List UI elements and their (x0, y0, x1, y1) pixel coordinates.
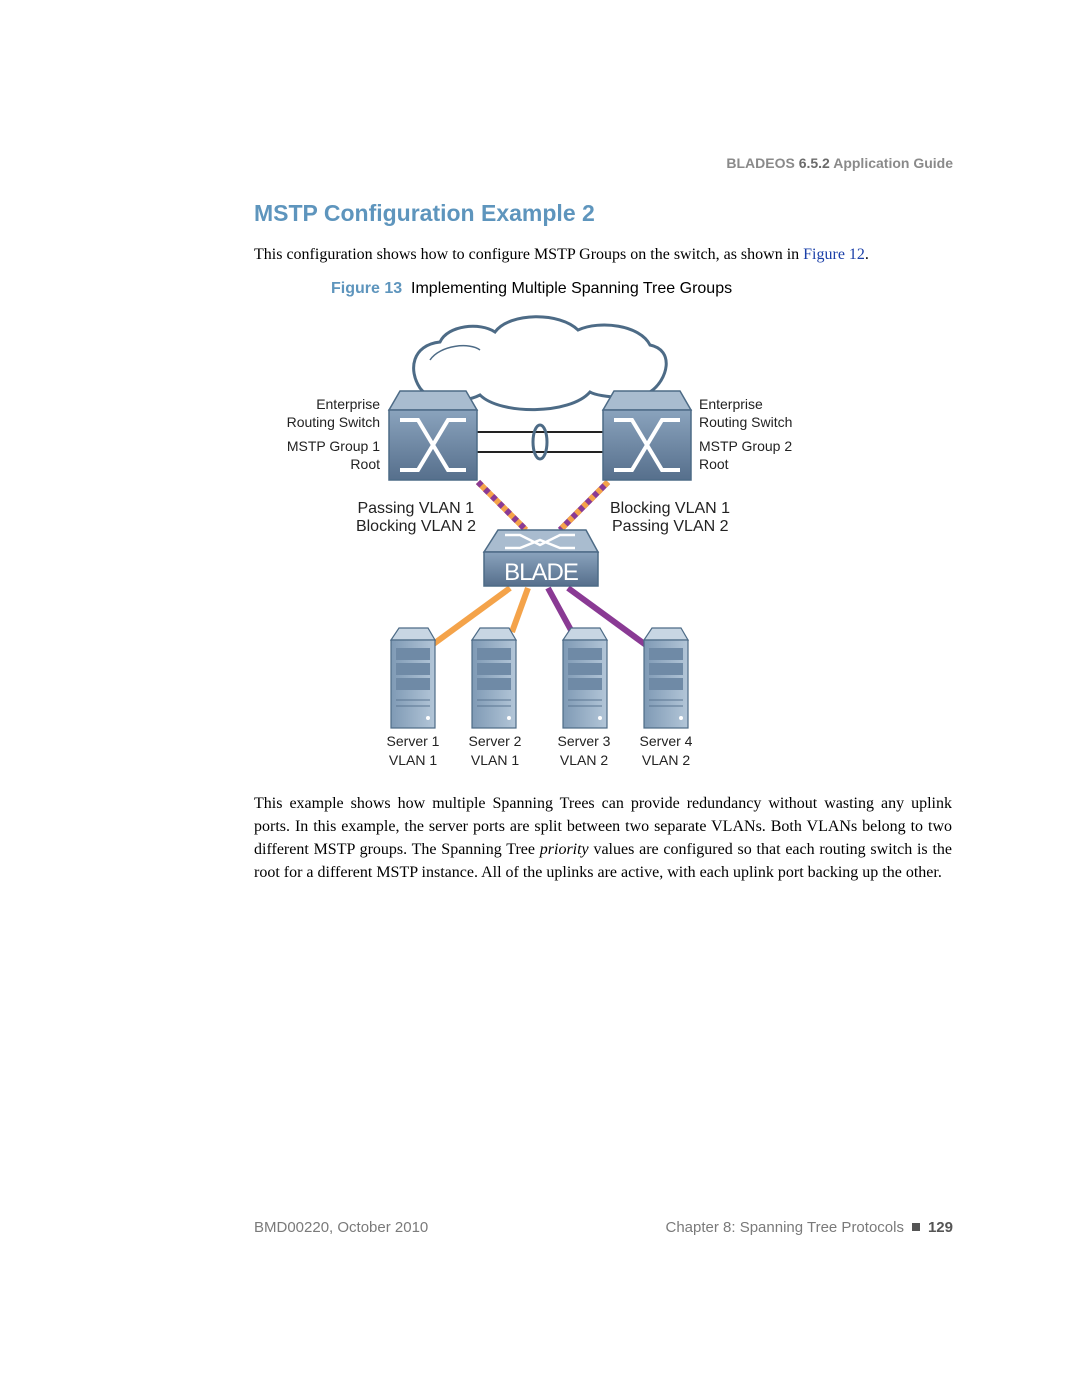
left-uplink-label-1: Passing VLAN 1 (357, 500, 474, 517)
server-icon (472, 628, 516, 728)
server-vlan-label: VLAN 2 (559, 752, 609, 768)
priority-term: priority (539, 841, 589, 858)
intro-paragraph: This configuration shows how to configure MSTP Groups on the switch, as shown in Figure 12. (254, 246, 869, 263)
server-vlan-label: VLAN 2 (641, 752, 691, 768)
server-vlan-label: VLAN 1 (470, 752, 520, 768)
server-icon (644, 628, 688, 728)
server-name-label: Server 3 (557, 733, 611, 749)
page-number: 129 (927, 1219, 953, 1236)
right-switch-label-4: Root (699, 456, 729, 472)
figure-number: Figure 13 (331, 280, 403, 297)
server-name-label: Server 4 (639, 733, 693, 749)
footer-chapter: Chapter 8: Spanning Tree Protocols 129 (665, 1219, 953, 1236)
figure-12-link[interactable]: Figure 12 (803, 246, 865, 263)
left-switch-label-3: MSTP Group 1 (286, 438, 380, 454)
trunk-group-icon (533, 425, 547, 459)
right-uplink-label-2: Passing VLAN 2 (612, 518, 729, 535)
section-title: MSTP Configuration Example 2 (254, 200, 595, 226)
left-routing-switch-icon (389, 391, 477, 480)
running-header: BLADEOS 6.5.2 Application Guide (726, 155, 953, 171)
left-uplink-label-2: Blocking VLAN 2 (355, 518, 476, 535)
server-icon (563, 628, 607, 728)
body-paragraph: This example shows how multiple Spanning Trees can provide redundancy without wasting any uplink ports. In this example, the server ports are split between two separate VLANs. Both VLANs belong to two different MSTP groups. The Spanning Tree priority values are configured so that each routing switch is the root for a different MSTP instance. All of the uplinks are active, with each uplink port backing up the other. (254, 795, 952, 881)
blade-switch-icon (484, 530, 598, 586)
figure-title: Implementing Multiple Spanning Tree Groups (411, 280, 733, 297)
right-routing-switch-icon (603, 391, 691, 480)
left-switch-label-2: Routing Switch (286, 414, 380, 430)
server-icon (391, 628, 435, 728)
server-name-label: Server 2 (468, 733, 522, 749)
right-switch-label-3: MSTP Group 2 (699, 438, 793, 454)
footer-doc-id: BMD00220, October 2010 (254, 1219, 429, 1236)
server-name-label: Server 1 (386, 733, 440, 749)
square-bullet-icon (912, 1223, 920, 1231)
right-switch-label-1: Enterprise (699, 396, 763, 412)
left-switch-label-4: Root (350, 456, 380, 472)
right-switch-label-2: Routing Switch (699, 414, 793, 430)
right-uplink-label-1: Blocking VLAN 1 (610, 500, 731, 517)
left-switch-label-1: Enterprise (316, 396, 380, 412)
server-vlan-label: VLAN 1 (388, 752, 438, 768)
blade-logo: BLADE (504, 559, 578, 586)
